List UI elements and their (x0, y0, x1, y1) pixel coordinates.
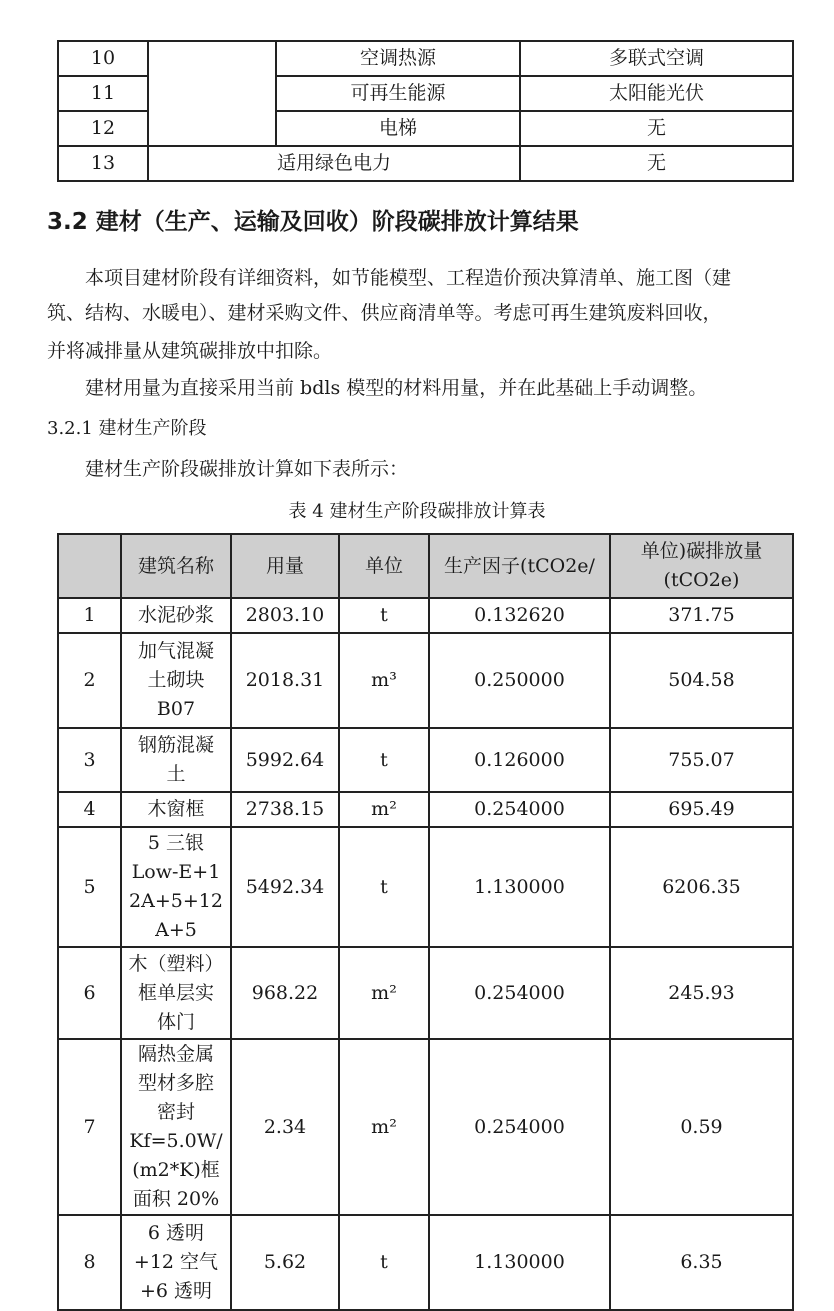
unit: m² (339, 1039, 429, 1215)
header-row (58, 534, 793, 598)
item-name: 可再生能源 (276, 76, 520, 111)
item-value: 太阳能光伏 (520, 76, 793, 111)
column-header: 单位 (339, 534, 429, 598)
material-name: 水泥砂浆 (121, 598, 231, 633)
material-name: 钢筋混凝 土 (121, 728, 231, 792)
unit: t (339, 827, 429, 947)
material-name: 木（塑料） 框单层实 体门 (121, 947, 231, 1039)
column-header: 生产因子(tCO2e/ (429, 534, 610, 598)
item-value: 多联式空调 (520, 41, 793, 76)
column-header: 建筑名称 (121, 534, 231, 598)
table-row (58, 792, 793, 827)
table-row (58, 827, 793, 947)
paragraph-line: 建材生产阶段碳排放计算如下表所示： (47, 458, 409, 480)
material-name: 5 三银 Low-E+1 2A+5+12 A+5 (121, 827, 231, 947)
paragraph-line: 并将减排量从建筑碳排放中扣除。 (47, 340, 333, 362)
paragraph-line: 本项目建材阶段有详细资料，如节能模型、工程造价预决算清单、施工图（建 (47, 267, 732, 289)
row-number: 5 (58, 827, 121, 947)
row-number: 10 (58, 41, 148, 76)
emission-amount: 504.58 (610, 633, 793, 728)
item-value: 无 (520, 111, 793, 146)
column-header: 用量 (231, 534, 339, 598)
equipment-table (57, 40, 794, 182)
table-row (58, 1039, 793, 1215)
emission-amount: 755.07 (610, 728, 793, 792)
material-name: 木窗框 (121, 792, 231, 827)
table-row (58, 1215, 793, 1310)
emission-factor: 1.130000 (429, 827, 610, 947)
section-heading: 3.2 建材（生产、运输及回收）阶段碳排放计算结果 (47, 209, 579, 235)
unit: t (339, 1215, 429, 1310)
column-header: 单位)碳排放量 (tCO2e) (610, 534, 793, 598)
table-row (58, 41, 793, 76)
quantity: 2018.31 (231, 633, 339, 728)
unit: t (339, 598, 429, 633)
table-caption: 表 4 建材生产阶段碳排放计算表 (288, 501, 546, 522)
table-row (58, 633, 793, 728)
row-number: 4 (58, 792, 121, 827)
emission-factor: 0.250000 (429, 633, 610, 728)
material-name: 6 透明 +12 空气 +6 透明 (121, 1215, 231, 1310)
material-name: 加气混凝 土砌块 B07 (121, 633, 231, 728)
unit: m³ (339, 633, 429, 728)
merged-category-cell (148, 41, 276, 146)
row-number: 11 (58, 76, 148, 111)
quantity: 5492.34 (231, 827, 339, 947)
item-name: 空调热源 (276, 41, 520, 76)
row-number: 6 (58, 947, 121, 1039)
row-number: 3 (58, 728, 121, 792)
emission-factor: 0.254000 (429, 792, 610, 827)
item-value: 无 (520, 146, 793, 181)
quantity: 5992.64 (231, 728, 339, 792)
table-row (58, 146, 793, 181)
unit: t (339, 728, 429, 792)
row-number: 2 (58, 633, 121, 728)
quantity: 2738.15 (231, 792, 339, 827)
emission-factor: 0.126000 (429, 728, 610, 792)
paragraph-line: 筑、结构、水暖电）、建材采购文件、供应商清单等。考虑可再生建筑废料回收， (47, 302, 722, 324)
carbon-emission-table (57, 533, 794, 1311)
item-name: 适用绿色电力 (148, 146, 520, 181)
table-row (58, 947, 793, 1039)
emission-factor: 1.130000 (429, 1215, 610, 1310)
emission-amount: 695.49 (610, 792, 793, 827)
row-number: 12 (58, 111, 148, 146)
row-number: 1 (58, 598, 121, 633)
emission-factor: 0.254000 (429, 1039, 610, 1215)
emission-amount: 6.35 (610, 1215, 793, 1310)
quantity: 2803.10 (231, 598, 339, 633)
column-header (58, 534, 121, 598)
quantity: 968.22 (231, 947, 339, 1039)
material-name: 隔热金属 型材多腔 密封 Kf=5.0W/ (m2*K)框 面积 20% (121, 1039, 231, 1215)
row-number: 13 (58, 146, 148, 181)
emission-factor: 0.254000 (429, 947, 610, 1039)
paragraph-line: 建材用量为直接采用当前 bdls 模型的材料用量，并在此基础上手动调整。 (47, 377, 708, 399)
quantity: 2.34 (231, 1039, 339, 1215)
subsection-heading: 3.2.1 建材生产阶段 (47, 418, 207, 439)
row-number: 8 (58, 1215, 121, 1310)
emission-factor: 0.132620 (429, 598, 610, 633)
emission-amount: 371.75 (610, 598, 793, 633)
unit: m² (339, 947, 429, 1039)
unit: m² (339, 792, 429, 827)
table-row (58, 598, 793, 633)
table-row (58, 728, 793, 792)
quantity: 5.62 (231, 1215, 339, 1310)
emission-amount: 245.93 (610, 947, 793, 1039)
emission-amount: 0.59 (610, 1039, 793, 1215)
row-number: 7 (58, 1039, 121, 1215)
emission-amount: 6206.35 (610, 827, 793, 947)
item-name: 电梯 (276, 111, 520, 146)
